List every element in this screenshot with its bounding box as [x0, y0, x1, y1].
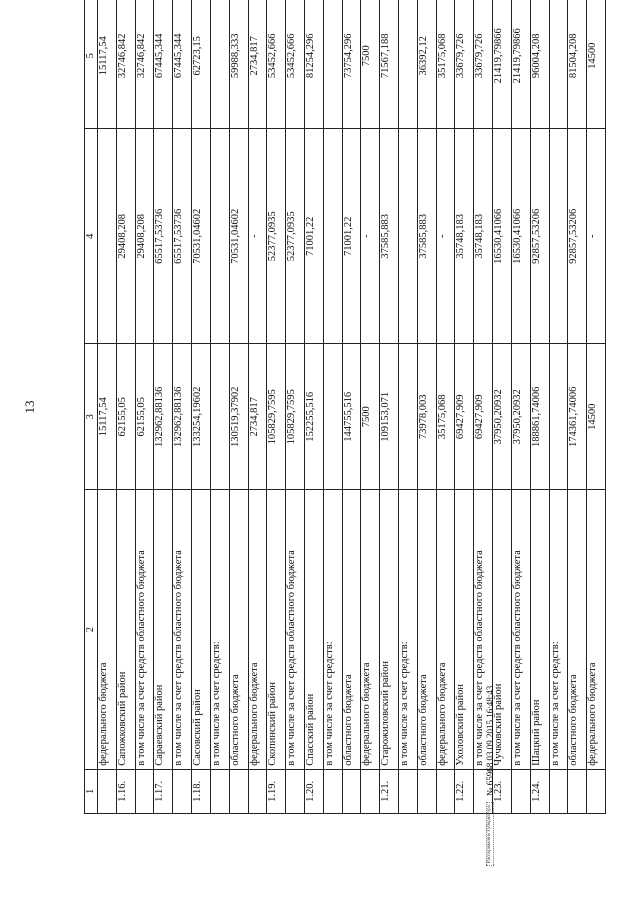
budget-table-wrapper	[84, 0, 606, 814]
row-name: федерального бюджета	[436, 490, 455, 769]
row-name: в том числе за счет средств областного бюджета	[135, 490, 154, 769]
row-value-col5: 21419,79866	[493, 0, 512, 129]
row-value-col5: 32746,842	[116, 0, 135, 129]
document-footer	[485, 686, 495, 866]
row-value-col5: 15117,54	[98, 0, 117, 129]
row-number	[417, 769, 436, 813]
header-col-1: 1	[85, 769, 98, 813]
row-value-total: 37950,20932	[511, 344, 530, 490]
table-row	[342, 0, 361, 814]
row-number	[587, 769, 606, 813]
table-row	[248, 0, 267, 814]
row-name: областного бюджета	[417, 490, 436, 769]
table-row	[380, 0, 399, 814]
row-value-col4: 92857,53206	[568, 129, 587, 344]
document-number: № 65968 03.09.2015 16:48:43	[485, 685, 495, 797]
row-name: федерального бюджета	[361, 490, 380, 769]
row-value-total: 37950,20932	[493, 344, 512, 490]
row-value-col4: 35748,183	[455, 129, 474, 344]
row-name: в том числе за счет средств областного бюджета	[173, 490, 192, 769]
row-value-col4: -	[248, 129, 267, 344]
row-number	[436, 769, 455, 813]
row-value-total	[323, 344, 342, 490]
row-number	[248, 769, 267, 813]
row-value-col5: 62723,15	[192, 0, 211, 129]
table-row	[568, 0, 587, 814]
row-value-total: 174361,74006	[568, 344, 587, 490]
table-body	[98, 0, 606, 814]
table-row	[286, 0, 305, 814]
row-name: федерального бюджета	[248, 490, 267, 769]
row-value-col5: 53452,666	[267, 0, 286, 129]
table-row	[116, 0, 135, 814]
row-name: Сараевский район	[154, 490, 173, 769]
row-name: в том числе за счет средств:	[549, 490, 568, 769]
row-name: в том числе за счет средств:	[210, 490, 229, 769]
row-value-col5	[210, 0, 229, 129]
row-name: Старожиловский район	[380, 490, 399, 769]
row-name: Чучковский район	[493, 490, 512, 769]
row-number	[399, 769, 418, 813]
row-name: Скопинский район	[267, 490, 286, 769]
table-row	[267, 0, 286, 814]
row-value-col5: 14500	[587, 0, 606, 129]
row-value-col5	[549, 0, 568, 129]
row-number	[323, 769, 342, 813]
row-number	[210, 769, 229, 813]
row-number	[342, 769, 361, 813]
row-value-col4: 16530,41066	[511, 129, 530, 344]
row-value-col5: 67445,344	[173, 0, 192, 129]
row-value-col4: -	[587, 129, 606, 344]
row-value-col5: 35175,068	[436, 0, 455, 129]
row-name: Сапожковский район	[116, 490, 135, 769]
row-number	[173, 769, 192, 813]
row-value-total: 132962,88136	[154, 344, 173, 490]
row-value-total	[549, 344, 568, 490]
row-value-total: 69427,909	[474, 344, 493, 490]
table-row	[98, 0, 117, 814]
row-value-total: 152255,516	[304, 344, 323, 490]
row-value-total: 35175,068	[436, 344, 455, 490]
row-value-col4	[210, 129, 229, 344]
header-col-3: 3	[85, 344, 98, 490]
row-value-col4: 29408,208	[135, 129, 154, 344]
table-row	[417, 0, 436, 814]
row-number: 1.16.	[116, 769, 135, 813]
row-value-col4: 71001,22	[304, 129, 323, 344]
row-number	[549, 769, 568, 813]
row-number	[568, 769, 587, 813]
row-number: 1.20.	[304, 769, 323, 813]
row-value-total: 109153,071	[380, 344, 399, 490]
row-name: Спасский район	[304, 490, 323, 769]
header-col-2: 2	[85, 490, 98, 769]
row-value-col4	[98, 129, 117, 344]
table-row	[173, 0, 192, 814]
row-value-col5: 71567,188	[380, 0, 399, 129]
table-row	[304, 0, 323, 814]
table-row	[154, 0, 173, 814]
table-row	[192, 0, 211, 814]
row-number: 1.23.	[493, 769, 512, 813]
row-value-col4: 70531,04602	[192, 129, 211, 344]
table-row	[455, 0, 474, 814]
row-value-col4	[323, 129, 342, 344]
row-name: в том числе за счет средств областного бюджета	[286, 490, 305, 769]
header-col-5: 5	[85, 0, 98, 129]
row-name: федерального бюджета	[98, 490, 117, 769]
row-name: федерального бюджета	[587, 490, 606, 769]
row-value-total: 133254,19602	[192, 344, 211, 490]
table-row	[135, 0, 154, 814]
row-value-col4: 65517,53736	[173, 129, 192, 344]
row-value-col4: 29408,208	[116, 129, 135, 344]
row-value-col5: 36392,12	[417, 0, 436, 129]
row-value-total	[399, 344, 418, 490]
table-row	[210, 0, 229, 814]
row-number: 1.18.	[192, 769, 211, 813]
row-value-total: 105829,7595	[267, 344, 286, 490]
row-name: областного бюджета	[342, 490, 361, 769]
row-value-col5: 33679,726	[474, 0, 493, 129]
row-value-total: 7500	[361, 344, 380, 490]
row-name: в том числе за счет средств областного бюджета	[511, 490, 530, 769]
row-value-col4: 37585,883	[417, 129, 436, 344]
row-number	[286, 769, 305, 813]
row-value-total: 15117,54	[98, 344, 117, 490]
row-value-col4: 65517,53736	[154, 129, 173, 344]
row-name: Сасовский район	[192, 490, 211, 769]
header-col-4: 4	[85, 129, 98, 344]
row-value-col4	[399, 129, 418, 344]
row-number	[511, 769, 530, 813]
row-number	[361, 769, 380, 813]
row-value-col5: 81254,296	[304, 0, 323, 129]
row-value-col4: 92857,53206	[530, 129, 549, 344]
table-row	[323, 0, 342, 814]
row-value-total: 14500	[587, 344, 606, 490]
table-row	[229, 0, 248, 814]
row-value-col5: 2734,817	[248, 0, 267, 129]
row-number: 1.21.	[380, 769, 399, 813]
table-row	[436, 0, 455, 814]
row-number: 1.19.	[267, 769, 286, 813]
row-number	[135, 769, 154, 813]
table-row	[530, 0, 549, 814]
budget-table	[84, 0, 606, 814]
registration-stamp: Распоряжение Губернатора	[486, 802, 494, 866]
row-value-col4: -	[361, 129, 380, 344]
row-value-col5: 32746,842	[135, 0, 154, 129]
row-value-col4: 52377,0935	[286, 129, 305, 344]
row-value-col5: 81504,208	[568, 0, 587, 129]
row-name: Ухоловский район	[455, 490, 474, 769]
row-value-total: 144755,516	[342, 344, 361, 490]
table-row	[493, 0, 512, 814]
row-name: в том числе за счет средств:	[323, 490, 342, 769]
row-value-total: 132962,88136	[173, 344, 192, 490]
row-value-col5: 7500	[361, 0, 380, 129]
table-row	[361, 0, 380, 814]
row-name: в том числе за счет средств:	[399, 490, 418, 769]
row-value-col5	[323, 0, 342, 129]
row-value-col5: 33679,726	[455, 0, 474, 129]
table-row	[549, 0, 568, 814]
row-value-total: 73978,003	[417, 344, 436, 490]
row-number	[229, 769, 248, 813]
row-number	[98, 769, 117, 813]
row-value-col4: 35748,183	[474, 129, 493, 344]
row-value-total: 188861,74006	[530, 344, 549, 490]
row-value-col4: 70531,04602	[229, 129, 248, 344]
row-value-col4: 37585,883	[380, 129, 399, 344]
row-value-col5: 53452,666	[286, 0, 305, 129]
row-name: областного бюджета	[568, 490, 587, 769]
row-value-total: 130519,37902	[229, 344, 248, 490]
row-number: 1.17.	[154, 769, 173, 813]
row-number: 1.24.	[530, 769, 549, 813]
row-name: в том числе за счет средств областного бюджета	[474, 490, 493, 769]
page-number: 13	[22, 400, 37, 414]
row-value-col4	[549, 129, 568, 344]
row-value-total	[210, 344, 229, 490]
row-value-total: 105829,7595	[286, 344, 305, 490]
row-name: областного бюджета	[229, 490, 248, 769]
row-value-col4: -	[436, 129, 455, 344]
row-value-col4: 71001,22	[342, 129, 361, 344]
table-row	[511, 0, 530, 814]
row-value-col4: 52377,0935	[267, 129, 286, 344]
table-header-row	[85, 0, 98, 814]
row-value-col5: 67445,344	[154, 0, 173, 129]
row-number: 1.22.	[455, 769, 474, 813]
table-row	[399, 0, 418, 814]
row-value-total: 69427,909	[455, 344, 474, 490]
table-row	[587, 0, 606, 814]
row-value-total: 62155,05	[116, 344, 135, 490]
row-value-total: 62155,05	[135, 344, 154, 490]
row-value-col4: 16530,41066	[493, 129, 512, 344]
row-value-col5: 21419,79866	[511, 0, 530, 129]
row-name: Шацкий район	[530, 490, 549, 769]
row-value-col5: 59988,333	[229, 0, 248, 129]
row-value-col5: 73754,296	[342, 0, 361, 129]
row-value-total: 2734,817	[248, 344, 267, 490]
row-value-col5	[399, 0, 418, 129]
row-value-col5: 96004,208	[530, 0, 549, 129]
